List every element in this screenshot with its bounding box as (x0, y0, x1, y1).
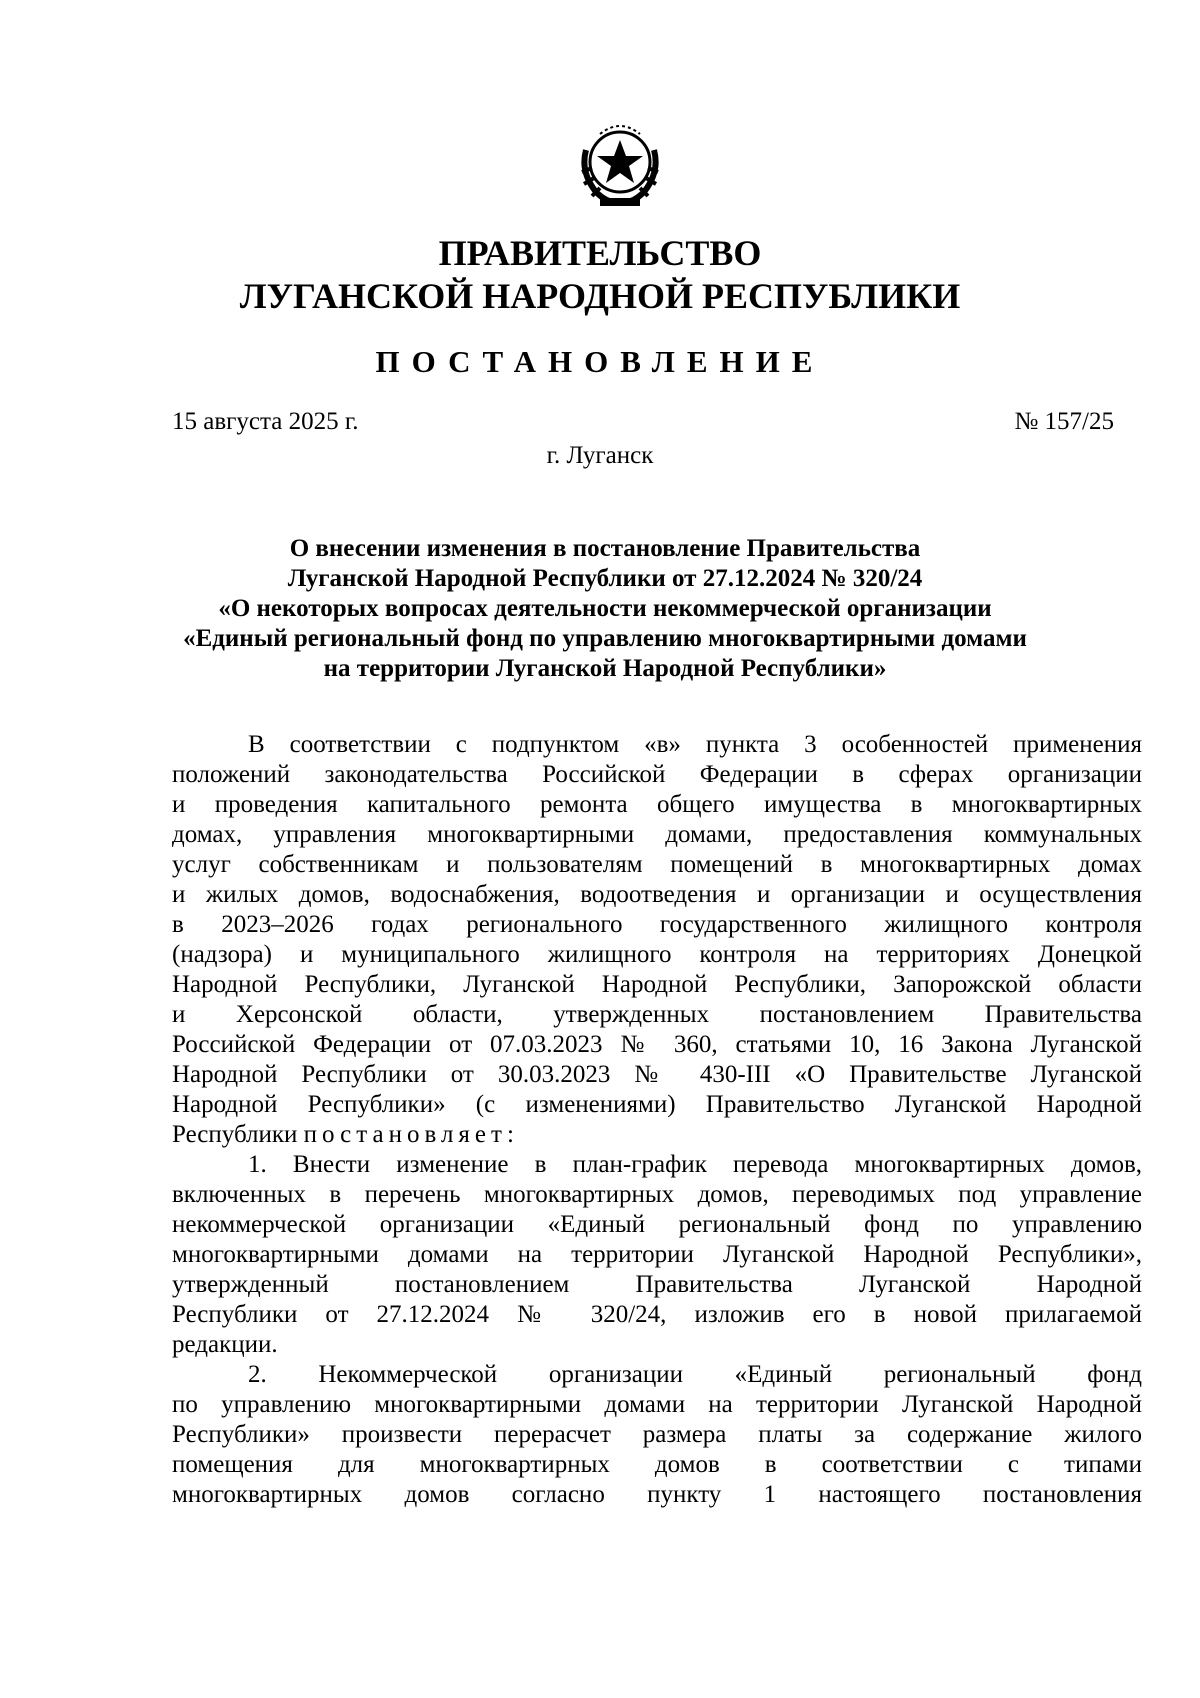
item-1-line: 1. Внести изменение в план-график перевода многоквартирных домов, (248, 1151, 1142, 1178)
preamble-line: Народной Республики» (с изменениями) Правительство Луганской Народной (172, 1091, 1142, 1118)
item-2-line: по управлению многоквартирными домами на территории Луганской Народной (172, 1391, 1142, 1418)
item-1-line: некоммерческой организации «Единый региональный фонд по управлению (172, 1211, 1142, 1238)
item-1-line: редакции. (172, 1331, 278, 1358)
heading-line: Луганской Народной Республики от 27.12.2024 № 320/24 (287, 565, 923, 592)
enacting-word: постановляет: (303, 1121, 519, 1148)
preamble-line: Народной Республики, Луганской Народной Республики, Запорожской области (172, 971, 1142, 998)
government-title-line-1: ПРАВИТЕЛЬСТВО (438, 233, 762, 273)
preamble-last-prefix: Республики (172, 1121, 304, 1148)
item-2-line: помещения для многоквартирных домов в соответствии с типами (172, 1451, 1142, 1478)
preamble-line: услуг собственникам и пользователям помещений в многоквартирных домах (172, 851, 1142, 878)
government-title-line-2: ЛУГАНСКОЙ НАРОДНОЙ РЕСПУБЛИКИ (239, 276, 961, 316)
preamble-line: В соответствии с подпунктом «в» пункта 3 особенностей применения (248, 731, 1142, 758)
document-number: № 157/25 (1014, 408, 1114, 435)
item-1-line: утвержденный постановлением Правительства Луганской Народной (172, 1271, 1142, 1298)
item-1-line: Республики от 27.12.2024 № 320/24, изложив его в новой прилагаемой (172, 1301, 1142, 1328)
item-1-line: включенных в перечень многоквартирных домов, переводимых под управление (172, 1181, 1142, 1208)
heading-line: О внесении изменения в постановление Правительства (289, 535, 921, 562)
heading-line: «Единый региональный фонд по управлению многоквартирными домами (183, 625, 1027, 652)
preamble-line: положений законодательства Российской Федерации в сферах организации (172, 761, 1142, 788)
document-body (172, 730, 1142, 1510)
preamble-line: Народной Республики от 30.03.2023 № 430-III «О Правительстве Луганской (172, 1061, 1142, 1088)
preamble-line: Российской Федерации от 07.03.2023 № 360, статьями 10, 16 Закона Луганской (172, 1031, 1142, 1058)
item-2-line: 2. Некоммерческой организации «Единый региональный фонд (248, 1361, 1142, 1388)
document-heading (140, 534, 1070, 684)
document-city: г. Луганск (546, 442, 654, 469)
preamble-line: (надзора) и муниципального жилищного контроля на территориях Донецкой (172, 941, 1142, 968)
preamble-line: в 2023–2026 годах регионального государственного жилищного контроля (172, 911, 1142, 938)
item-2-line: Республики» произвести перерасчет размера платы за содержание жилого (172, 1421, 1142, 1448)
item-1-line: многоквартирными домами на территории Луганской Народной Республики», (172, 1241, 1142, 1268)
heading-line: на территории Луганской Народной Республики» (323, 655, 887, 682)
heading-line: «О некоторых вопросах деятельности некоммерческой организации (218, 595, 992, 622)
coat-of-arms-emblem-icon (570, 112, 670, 212)
document-type: ПОСТАНОВЛЕНИЕ (375, 344, 825, 379)
preamble-line: и жилых домов, водоснабжения, водоотведения и организации и осуществления (172, 881, 1142, 908)
preamble-line: и проведения капитального ремонта общего имущества в многоквартирных (172, 791, 1142, 818)
preamble-line: домах, управления многоквартирными домами, предоставления коммунальных (172, 821, 1142, 848)
preamble-last-line (172, 1120, 1142, 1150)
document-date: 15 августа 2025 г. (172, 408, 359, 435)
item-2-line: многоквартирных домов согласно пункту 1 настоящего постановления (172, 1481, 1142, 1508)
preamble-line: и Херсонской области, утвержденных постановлением Правительства (172, 1001, 1142, 1028)
